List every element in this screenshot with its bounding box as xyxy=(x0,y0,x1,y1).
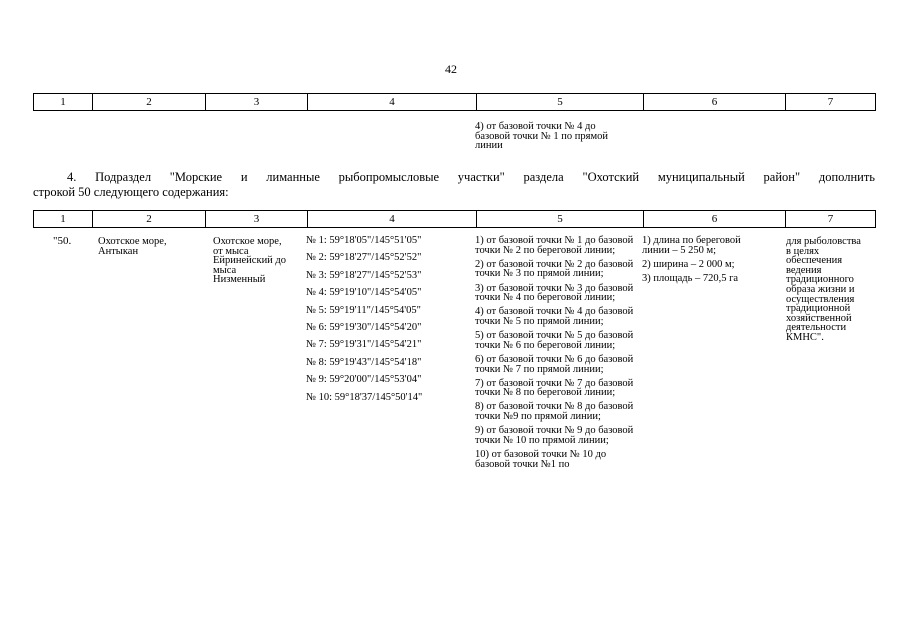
coordinate-item: № 9: 59°20'00"/145°53'04" xyxy=(306,374,422,386)
segment-item: 8) от базовой точки № 8 до базовой точки №9 по прямой линии; xyxy=(475,401,634,423)
paragraph-line-1: 4. Подраздел "Морские и лиманные рыбопромысловые участки" раздела "Охотский муниципальный район" дополнить xyxy=(67,170,875,184)
header-row-bottom xyxy=(33,210,876,228)
page-number: 42 xyxy=(445,62,457,76)
segment-item: 2) от базовой точки № 2 до базовой точки № 3 по прямой линии; xyxy=(475,258,634,280)
column-header-1: 1 xyxy=(34,211,93,228)
entry-name: Охотское море, Антыкан xyxy=(98,236,167,257)
coordinate-item: № 1: 59°18'05"/145°51'05" xyxy=(306,235,422,246)
segment-item: 3) от базовой точки № 3 до базовой точки № 4 по береговой линии; xyxy=(475,282,634,304)
segment-item: 5) от базовой точки № 5 до базовой точки № 6 по береговой линии; xyxy=(475,330,634,351)
coordinate-item: № 7: 59°19'31"/145°54'21" xyxy=(306,339,422,351)
coordinate-item: № 8: 59°19'43"/145°54'18" xyxy=(306,356,422,368)
column-header-5: 5 xyxy=(477,94,644,111)
paragraph-line-2: строкой 50 следующего содержания: xyxy=(33,185,229,199)
column-header-7: 7 xyxy=(786,94,876,111)
column-header-2: 2 xyxy=(93,94,206,111)
segment-item: 7) от базовой точки № 7 до базовой точки № 8 по береговой линии; xyxy=(475,377,634,399)
column-header-4: 4 xyxy=(308,211,477,228)
coordinate-item: № 6: 59°19'30"/145°54'20" xyxy=(306,321,422,333)
entry-number: "50. xyxy=(53,235,72,247)
column-header-6: 6 xyxy=(644,94,786,111)
amendment-paragraph xyxy=(33,170,875,200)
boundary-segments-list xyxy=(475,236,635,474)
area-parameters-list xyxy=(642,236,767,288)
parameter-item: 3) площадь – 720,5 га xyxy=(642,272,739,284)
column-header-3: 3 xyxy=(206,94,308,111)
parameter-item: 2) ширина – 2 000 м; xyxy=(642,258,735,270)
coordinates-list xyxy=(306,236,422,410)
column-header-7: 7 xyxy=(786,211,876,228)
segment-item: 4) от базовой точки № 4 до базовой точки № 5 по прямой линии; xyxy=(475,306,634,327)
parameter-item: 1) длина по береговой линии – 5 250 м; xyxy=(642,235,741,256)
coordinate-item: № 3: 59°18'27"/145°52'53" xyxy=(306,269,422,281)
column-header-6: 6 xyxy=(644,211,786,228)
segment-item: 1) от базовой точки № 1 до базовой точки № 2 по береговой линии; xyxy=(475,235,634,256)
entry-location: Охотское море, от мыса Ейринейский до мыса Низменный xyxy=(213,236,287,286)
header-row-top xyxy=(33,93,876,111)
column-header-2: 2 xyxy=(93,211,206,228)
segment-item: 6) от базовой точки № 6 до базовой точки № 7 по прямой линии; xyxy=(475,353,634,375)
entry-purpose: для рыболовства в целях обеспечения ведения традиционного образа жизни и осуществления традиционной хозяйственной деятельности КМНС". xyxy=(786,236,861,343)
segment-item: 10) от базовой точки № 10 до базовой точки №1 по xyxy=(475,449,607,470)
column-header-3: 3 xyxy=(206,211,308,228)
coordinate-item: № 2: 59°18'27"/145°52'52" xyxy=(306,252,422,264)
segment-item: 9) от базовой точки № 9 до базовой точки № 10 по прямой линии; xyxy=(475,425,634,446)
coordinate-item: № 10: 59°18'37/145°50'14" xyxy=(306,391,423,403)
coordinate-item: № 4: 59°19'10"/145°54'05" xyxy=(306,287,422,299)
coordinate-item: № 5: 59°19'11"/145°54'05" xyxy=(306,304,421,316)
column-header-4: 4 xyxy=(308,94,477,111)
top-row-segment-text: 4) от базовой точки № 4 до базовой точки № 1 по прямой линии xyxy=(475,121,608,152)
column-header-1: 1 xyxy=(34,94,93,111)
column-header-5: 5 xyxy=(477,211,644,228)
